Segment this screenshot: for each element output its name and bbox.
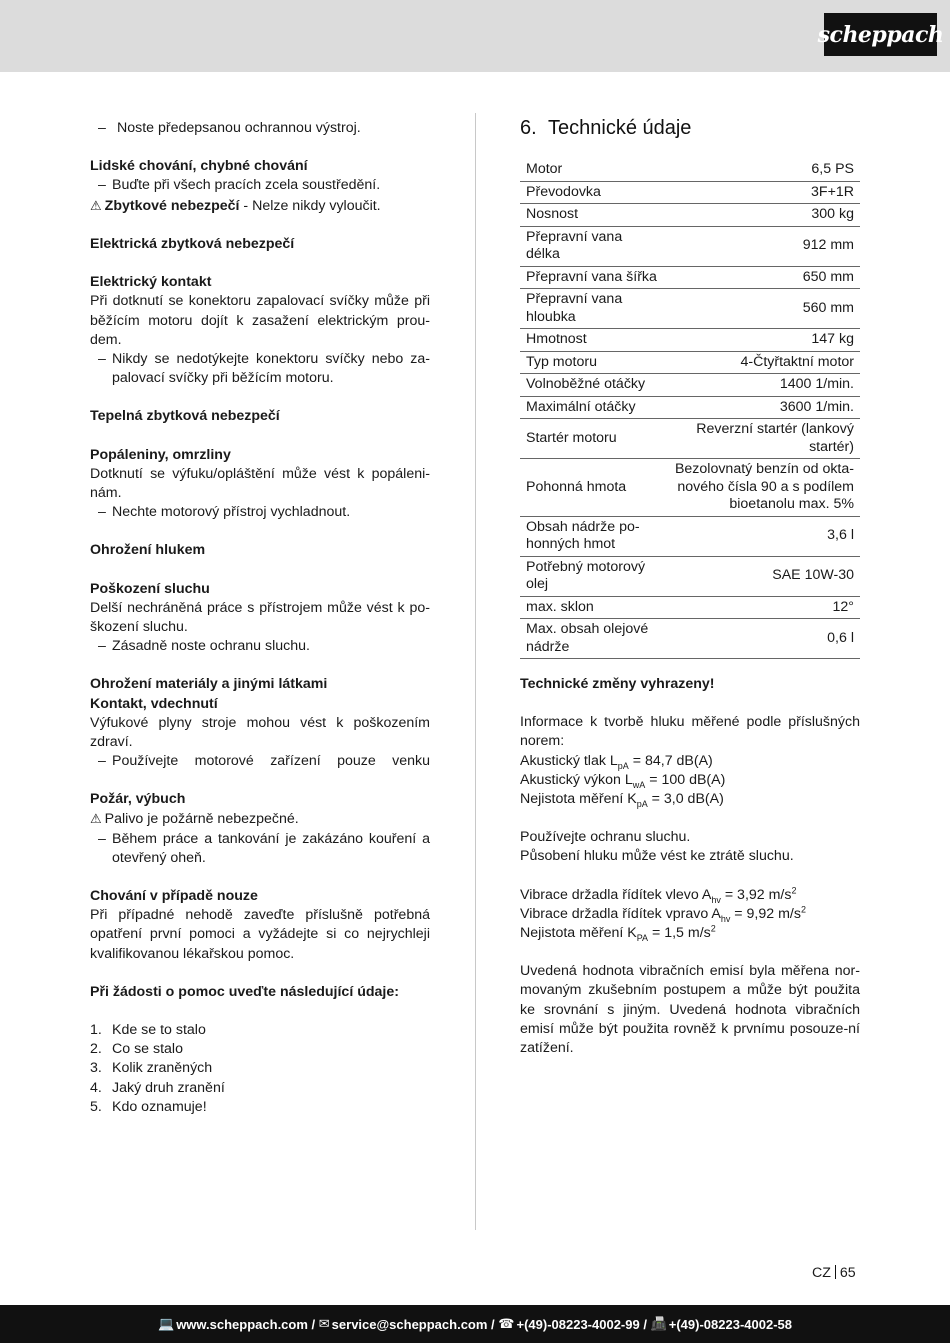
section-heading: Popáleniny, omrzliny (90, 446, 231, 463)
section-heading: Ohrožení materiály a jinými látkami (90, 676, 328, 693)
table-row: Nosnost 300 kg (520, 204, 860, 227)
table-row: Pohonná hmota Bezolovnatý benzín od okta-nového čísla 90 a s podílem bioetanolu max. 5% (520, 459, 860, 517)
table-row: Max. obsah olejové nádrže 0,6 l (520, 619, 860, 659)
list-item: – Zásadně noste ochranu sluchu. (98, 638, 310, 655)
computer-icon: 💻 (158, 1316, 175, 1331)
paragraph: Působení hluku může vést ke ztrátě sluchu. (520, 848, 794, 865)
paragraph: Při případné nehodě zaveďte příslušně potřebná opatření první pomoci a vyžádejte si co nejrychleji kvalifikovanou lékařskou pomoc. (90, 907, 430, 962)
sound-pressure: Akustický tlak $L_{pA} = 84,7$ dB(A) (520, 752, 713, 771)
page-footer (0, 1305, 950, 1343)
table-row: Volnoběžné otáčky 1400 1/min. (520, 374, 860, 397)
paragraph: Dotknutí se výfuku/opláštění může vést k popáleni-nám. (90, 465, 430, 501)
changes-note: Technické změny vyhrazeny! (520, 676, 715, 692)
list-item: – Nechte motorový přístroj vychladnout. (98, 504, 351, 521)
left-column (90, 119, 430, 1117)
list-item: – Nikdy se nedotýkejte konektoru svíčky nebo za-palovací svíčky při běžícím motoru. (98, 350, 430, 386)
footer-fax[interactable]: +(49)-08223-4002-58 (668, 1316, 792, 1332)
section-heading: Požár, výbuch (90, 791, 186, 808)
section-heading: Při žádosti o pomoc uveďte následující údaje: (90, 983, 399, 1000)
list-item: – Noste předepsanou ochrannou výstroj. (98, 120, 361, 136)
warning-triangle-icon: ⚠ (90, 197, 102, 213)
warning-line: ⚠ Palivo je požárně nebezpečné. (90, 811, 299, 828)
vibration-right: Vibrace držadla řídítek vpravo $A_{hv} = 9,92$ $m/s^2$ (520, 904, 806, 924)
list-item: 5. Kdo oznamuje! (90, 1098, 207, 1115)
table-row: Motor 6,5 PS (520, 159, 860, 181)
vibration-left: Vibrace držadla řídítek vlevo $A_{hv} = 3,92$ $m/s^2$ (520, 884, 797, 905)
list-item: 3. Kolik zraněných (90, 1060, 213, 1077)
list-item: 2. Co se stalo (90, 1041, 183, 1058)
section-title: 6. Technické údaje (520, 117, 692, 139)
footer-website[interactable]: www.scheppach.com / (176, 1316, 316, 1332)
section-heading: Chování v případě nouze (90, 888, 258, 905)
column-divider (475, 113, 476, 1230)
table-row: Maximální otáčky 3600 1/min. (520, 396, 860, 419)
paragraph: Delší nechráněná práce s přístrojem může vést k po-škození sluchu. (90, 599, 430, 635)
section-heading: Ohrožení hlukem (90, 542, 206, 559)
section-heading: Elektrická zbytková nebezpečí (90, 235, 295, 252)
list-item: – Buďte při všech pracích zcela soustředění. (98, 177, 381, 194)
warning-line: ⚠ Zbytkové nebezpečí - Nelze nikdy vyloučit. (90, 197, 381, 214)
paragraph: Při dotknutí se konektoru zapalovací svíčky může při běžícím motoru dojít k zasažení elektrickým prou-dem. (90, 293, 430, 348)
footer-email[interactable]: service@scheppach.com / (331, 1316, 495, 1332)
section-heading: Elektrický kontakt (90, 274, 212, 291)
numbered-list (90, 1021, 430, 1117)
mail-icon: ✉ (318, 1316, 330, 1331)
paragraph: Informace k tvorbě hluku měřené podle příslušných norem: (520, 714, 860, 750)
warning-triangle-icon: ⚠ (90, 811, 102, 827)
table-row: Přepravní vana šířka 650 mm (520, 266, 860, 289)
spec-table (520, 159, 860, 659)
vibration-uncertainty: Nejistota měření $K_{PA} = 1,5$ $m/s^2$ (520, 923, 716, 943)
sound-power: Akustický výkon $L_{wA} = 100$ dB(A) (520, 771, 726, 790)
table-row: Přepravní vana hloubka 560 mm (520, 289, 860, 329)
list-item: 1. Kde se to stalo (90, 1022, 206, 1039)
list-item: – Používejte motorové zařízení pouze venku (98, 753, 430, 770)
table-row: Přepravní vana délka 912 mm (520, 226, 860, 266)
list-item: 4. Jaký druh zranění (90, 1079, 225, 1096)
table-row: Potřebný motorový olej SAE 10W-30 (520, 556, 860, 596)
section-heading: Poškození sluchu (90, 580, 210, 597)
paragraph: Výfukové plyny stroje mohou vést k poškozením zdraví. (90, 714, 430, 750)
section-heading: Kontakt, vdechnutí (90, 695, 218, 712)
brand-logo: scheppach (824, 13, 937, 56)
table-row: Startér motoru Reverzní startér (lankový startér) (520, 419, 860, 459)
noise-uncertainty: Nejistota měření $K_{pA} = 3,0$ dB(A) (520, 790, 724, 809)
fax-icon: 📠 (650, 1316, 667, 1331)
table-row: Obsah nádrže po-honných hmot 3,6 l (520, 516, 860, 556)
table-row: Typ motoru 4-Čtyřtaktní motor (520, 351, 860, 374)
paragraph: Používejte ochranu sluchu. (520, 829, 691, 846)
list-item: – Během práce a tankování je zakázáno kouření a otevřený oheň. (98, 830, 430, 866)
table-row: Hmotnost 147 kg (520, 329, 860, 352)
page-number: CZ 65 (812, 1265, 856, 1281)
table-row: Převodovka 3F+1R (520, 181, 860, 204)
section-heading: Tepelná zbytková nebezpečí (90, 408, 280, 425)
section-heading: Lidské chování, chybné chování (90, 158, 308, 175)
paragraph: Uvedená hodnota vibračních emisí byla měřena nor-movaným zkušebním postupem a může být použita ke srovnání s jiným. Uvedená hodnota vibračních emisí může být použita rovněž k prvnímu posouze-ní zatížení. (520, 963, 860, 1056)
phone-icon: ☎ (498, 1316, 515, 1331)
footer-phone[interactable]: +(49)-08223-4002-99 / (516, 1316, 647, 1332)
page-header (0, 0, 950, 72)
right-column (520, 115, 860, 1058)
table-row: max. sklon 12° (520, 596, 860, 619)
